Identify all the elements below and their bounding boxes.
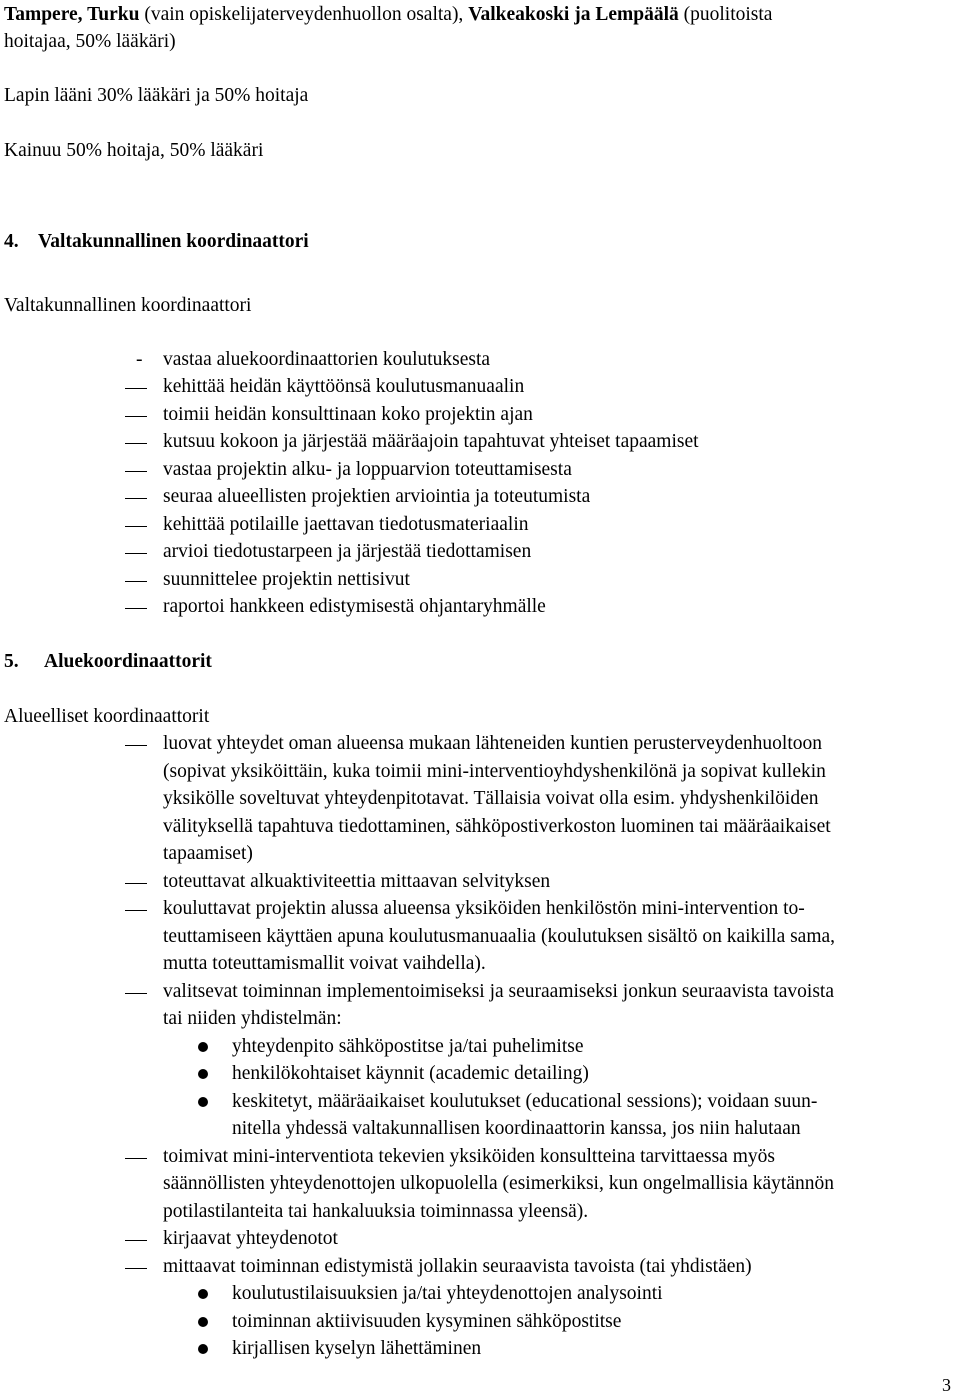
duty-item: kutsuu kokoon ja järjestää määräajoin tapahtuvat yhteiset tapaamiset xyxy=(163,431,699,452)
section-4-heading: Valtakunnallinen koordinaattori xyxy=(38,231,309,252)
bullet-marker xyxy=(198,1344,208,1354)
dash-marker xyxy=(125,553,147,554)
dash-marker xyxy=(125,416,147,417)
dash-marker xyxy=(125,608,147,609)
duty-line: tai niiden yhdistelmän: xyxy=(163,1008,342,1029)
intro-line-1 xyxy=(4,3,772,27)
dash-marker xyxy=(125,443,147,444)
duty-line: kirjaavat yhteydenotot xyxy=(163,1228,338,1249)
dash-marker xyxy=(125,581,147,582)
duty-line: mutta toteuttamismallit voivat vaihdella). xyxy=(163,953,486,974)
city-list-bold-1: Tampere, Turku xyxy=(4,4,140,25)
duty-line: valitsevat toiminnan implementoimiseksi ja seuraamiseksi jonkun seuraavista tavoista xyxy=(163,981,834,1002)
duty-line: säännöllisten yhteydenottojen ulkopuolella (esimerkiksi, kun ongelmallisia käytännön xyxy=(163,1173,834,1194)
method-item: yhteydenpito sähköpostitse ja/tai puhelimitse xyxy=(232,1036,584,1057)
intro-line-2: hoitajaa, 50% lääkäri) xyxy=(4,31,176,52)
dash-marker xyxy=(125,993,147,994)
duty-item: suunnittelee projektin nettisivut xyxy=(163,569,410,590)
method-item: toiminnan aktiivisuuden kysyminen sähköpostitse xyxy=(232,1311,622,1332)
duty-item: arvioi tiedotustarpeen ja järjestää tiedottamisen xyxy=(163,541,532,562)
duty-line: (sopivat yksiköittäin, kuka toimii mini-interventioyhdyshenkilönä ja sopivat kullekin xyxy=(163,761,826,782)
dash-marker xyxy=(125,1240,147,1241)
dash-marker xyxy=(125,471,147,472)
method-item: henkilökohtaiset käynnit (academic detailing) xyxy=(232,1063,589,1084)
bullet-marker xyxy=(198,1042,208,1052)
kainuu-line: Kainuu 50% hoitaja, 50% lääkäri xyxy=(4,140,264,161)
page-number: 3 xyxy=(942,1375,951,1395)
method-item-continuation: nitella yhdessä valtakunnallisen koordinaattorin kanssa, jos niin halutaan xyxy=(232,1118,801,1139)
dash-marker xyxy=(125,745,147,746)
dash-marker xyxy=(125,883,147,884)
duty-item: kehittää potilaille jaettavan tiedotusmateriaalin xyxy=(163,514,529,535)
duty-line: välityksellä tapahtuva tiedottaminen, sähköpostiverkoston luominen tai määräaikaiset xyxy=(163,816,831,837)
duty-item: seuraa alueellisten projektien arviointia ja toteutumista xyxy=(163,486,591,507)
method-item: koulutustilaisuuksien ja/tai yhteydenottojen analysointi xyxy=(232,1283,663,1304)
duty-line: teuttamiseen käyttäen apuna koulutusmanuaalia (koulutuksen sisältö on kaikilla sama, xyxy=(163,926,836,947)
city-list-bold-2: Valkeakoski ja Lempäälä xyxy=(468,4,679,25)
dash-marker xyxy=(125,1268,147,1269)
duty-line: mittaavat toiminnan edistymistä jollakin seuraavista tavoista (tai yhdistäen) xyxy=(163,1256,752,1277)
duty-line: potilastilanteita tai hankaluuksia toiminnassa yleensä). xyxy=(163,1201,589,1222)
city-note-2: (puolitoista xyxy=(678,4,773,25)
section-5-number: 5. xyxy=(4,651,19,672)
bullet-marker xyxy=(198,1097,208,1107)
method-item: kirjallisen kyselyn lähettäminen xyxy=(232,1338,482,1359)
duty-line: tapaamiset) xyxy=(163,843,253,864)
duty-item: raportoi hankkeen edistymisestä ohjantaryhmälle xyxy=(163,596,546,617)
bullet-marker xyxy=(198,1317,208,1327)
duty-line: luovat yhteydet oman alueensa mukaan lähteneiden kuntien perusterveydenhuoltoon xyxy=(163,733,823,754)
dash-marker xyxy=(125,498,147,499)
method-item: keskitetyt, määräaikaiset koulutukset (educational sessions); voidaan suun- xyxy=(232,1091,818,1112)
duty-line: toteuttavat alkuaktiviteettia mittaavan selvityksen xyxy=(163,871,551,892)
bullet-marker xyxy=(198,1069,208,1079)
duty-line: toimivat mini-interventiota tekevien yksiköiden konsultteina tarvittaessa myös xyxy=(163,1146,775,1167)
duty-item: vastaa projektin alku- ja loppuarvion toteuttamisesta xyxy=(163,459,572,480)
section-5-heading: Aluekoordinaattorit xyxy=(44,651,212,672)
section-4-number: 4. xyxy=(4,231,19,252)
city-note-1: (vain opiskelijaterveydenhuollon osalta), xyxy=(139,4,469,25)
duty-line: yksikölle soveltuvat yhteydenpitotavat. Tällaisia voivat olla esim. yhdyshenkilöiden xyxy=(163,788,819,809)
list-marker-hyphen: - xyxy=(136,349,143,370)
dash-marker xyxy=(125,526,147,527)
duty-item: toimii heidän konsulttinaan koko projektin ajan xyxy=(163,404,533,425)
duty-item: vastaa aluekoordinaattorien koulutuksesta xyxy=(163,349,491,370)
duty-item: kehittää heidän käyttöönsä koulutusmanuaalin xyxy=(163,376,525,397)
lapin-line: Lapin lääni 30% lääkäri ja 50% hoitaja xyxy=(4,85,309,106)
duty-line: kouluttavat projektin alussa alueensa yksiköiden henkilöstön mini-intervention to- xyxy=(163,898,805,919)
bullet-marker xyxy=(198,1289,208,1299)
dash-marker xyxy=(125,1158,147,1159)
dash-marker xyxy=(125,388,147,389)
section-5-subheading: Alueelliset koordinaattorit xyxy=(4,706,210,727)
section-4-subheading: Valtakunnallinen koordinaattori xyxy=(4,295,252,316)
dash-marker xyxy=(125,910,147,911)
